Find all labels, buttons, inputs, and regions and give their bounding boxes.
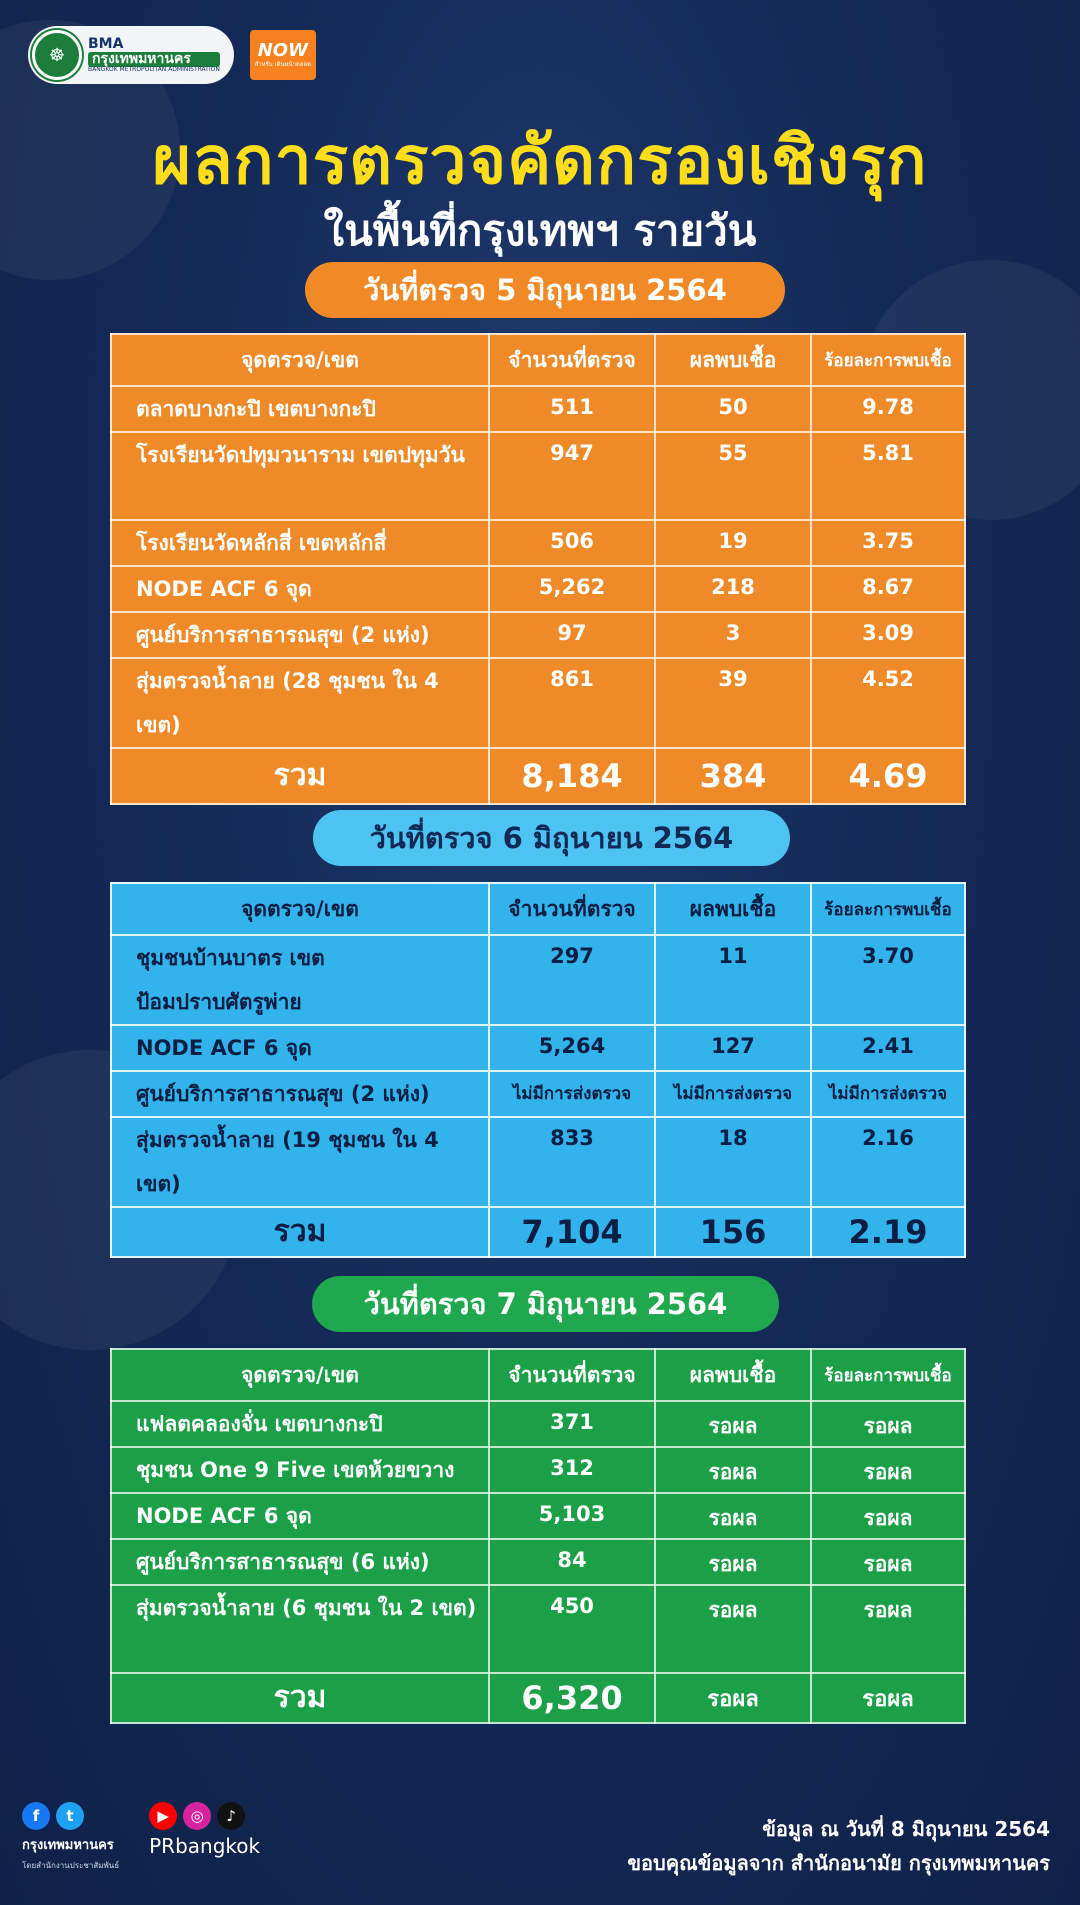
cell-percent: 2.16 bbox=[811, 1117, 965, 1207]
cell-tested: 297 bbox=[489, 935, 655, 1025]
col-header-tested: จำนวนที่ตรวจ bbox=[489, 334, 655, 386]
cell-percent: รอผล bbox=[811, 1401, 965, 1447]
cell-site: ชุมชนบ้านบาตร เขตป้อมปราบศัตรูพ่าย bbox=[111, 935, 489, 1025]
col-header-site: จุดตรวจ/เขต bbox=[111, 1349, 489, 1401]
cell-positive: รอผล bbox=[655, 1401, 811, 1447]
facebook-icon[interactable]: f bbox=[22, 1802, 50, 1830]
cell-site: ชุมชน One 9 Five เขตห้วยขวาง bbox=[111, 1447, 489, 1493]
cell-tested: 833 bbox=[489, 1117, 655, 1207]
cell-site: ศูนย์บริการสาธารณสุข (6 แห่ง) bbox=[111, 1539, 489, 1585]
cell-site: NODE ACF 6 จุด bbox=[111, 1493, 489, 1539]
total-tested: 8,184 bbox=[489, 748, 655, 804]
bma-seal-icon: ☸ bbox=[32, 30, 82, 80]
date-pill-day2: วันที่ตรวจ 6 มิถุนายน 2564 bbox=[313, 810, 790, 866]
table-row bbox=[111, 1025, 965, 1071]
cell-positive: 50 bbox=[655, 386, 811, 432]
cell-percent: 3.09 bbox=[811, 612, 965, 658]
cell-positive: 18 bbox=[655, 1117, 811, 1207]
total-row bbox=[111, 1207, 965, 1257]
total-percent: 4.69 bbox=[811, 748, 965, 804]
total-positive: 384 bbox=[655, 748, 811, 804]
col-header-tested: จำนวนที่ตรวจ bbox=[489, 883, 655, 935]
table-row bbox=[111, 566, 965, 612]
results-table-day3 bbox=[110, 1348, 966, 1724]
col-header-positive: ผลพบเชื้อ bbox=[655, 1349, 811, 1401]
table-row bbox=[111, 386, 965, 432]
cell-tested: 84 bbox=[489, 1539, 655, 1585]
col-header-tested: จำนวนที่ตรวจ bbox=[489, 1349, 655, 1401]
total-label: รวม bbox=[111, 1673, 489, 1723]
table-row bbox=[111, 520, 965, 566]
total-row bbox=[111, 1673, 965, 1723]
total-tested: 6,320 bbox=[489, 1673, 655, 1723]
cell-positive: รอผล bbox=[655, 1447, 811, 1493]
total-percent: รอผล bbox=[811, 1673, 965, 1723]
table-row bbox=[111, 1585, 965, 1673]
total-positive: 156 bbox=[655, 1207, 811, 1257]
instagram-icon[interactable]: ◎ bbox=[183, 1802, 211, 1830]
cell-site: ตลาดบางกะปิ เขตบางกะปิ bbox=[111, 386, 489, 432]
table-header-row bbox=[111, 334, 965, 386]
col-header-percent: ร้อยละการพบเชื้อ bbox=[811, 334, 965, 386]
youtube-icon[interactable]: ▶ bbox=[149, 1802, 177, 1830]
cell-positive: รอผล bbox=[655, 1585, 811, 1673]
cell-percent: รอผล bbox=[811, 1585, 965, 1673]
cell-positive: 3 bbox=[655, 612, 811, 658]
bma-en: BANGKOK METROPOLITAN ADMINISTRATION bbox=[88, 65, 220, 73]
cell-percent: ไม่มีการส่งตรวจ bbox=[811, 1071, 965, 1117]
cell-positive: 218 bbox=[655, 566, 811, 612]
table-row bbox=[111, 1401, 965, 1447]
cell-positive: 39 bbox=[655, 658, 811, 748]
footer-org-name: กรุงเทพมหานคร bbox=[22, 1838, 114, 1853]
cell-tested: ไม่มีการส่งตรวจ bbox=[489, 1071, 655, 1117]
cell-tested: 861 bbox=[489, 658, 655, 748]
page-title: ผลการตรวจคัดกรองเชิงรุก bbox=[152, 122, 928, 199]
table-row bbox=[111, 658, 965, 748]
cell-positive: ไม่มีการส่งตรวจ bbox=[655, 1071, 811, 1117]
col-header-positive: ผลพบเชื้อ bbox=[655, 334, 811, 386]
cell-tested: 5,264 bbox=[489, 1025, 655, 1071]
total-tested: 7,104 bbox=[489, 1207, 655, 1257]
bma-short: BMA bbox=[88, 36, 124, 53]
col-header-site: จุดตรวจ/เขต bbox=[111, 334, 489, 386]
cell-site: สุ่มตรวจน้ำลาย (28 ชุมชน ใน 4 เขต) bbox=[111, 658, 489, 748]
table-row bbox=[111, 1493, 965, 1539]
cell-tested: 947 bbox=[489, 432, 655, 520]
cell-site: NODE ACF 6 จุด bbox=[111, 1025, 489, 1071]
table-row bbox=[111, 612, 965, 658]
cell-tested: 97 bbox=[489, 612, 655, 658]
cell-tested: 450 bbox=[489, 1585, 655, 1673]
cell-tested: 371 bbox=[489, 1401, 655, 1447]
now-logo-text: NOW bbox=[257, 40, 308, 61]
date-pill-day3: วันที่ตรวจ 7 มิถุนายน 2564 bbox=[312, 1276, 779, 1332]
cell-tested: 5,262 bbox=[489, 566, 655, 612]
cell-percent: รอผล bbox=[811, 1447, 965, 1493]
bma-logo bbox=[28, 26, 234, 84]
date-pill-day1: วันที่ตรวจ 5 มิถุนายน 2564 bbox=[305, 262, 785, 318]
table-row bbox=[111, 1447, 965, 1493]
total-positive: รอผล bbox=[655, 1673, 811, 1723]
cell-site: สุ่มตรวจน้ำลาย (19 ชุมชน ใน 4 เขต) bbox=[111, 1117, 489, 1207]
col-header-percent: ร้อยละการพบเชื้อ bbox=[811, 883, 965, 935]
cell-percent: 8.67 bbox=[811, 566, 965, 612]
social-handle: PRbangkok bbox=[149, 1834, 261, 1858]
cell-site: แฟลตคลองจั่น เขตบางกะปิ bbox=[111, 1401, 489, 1447]
table-row bbox=[111, 1117, 965, 1207]
total-row bbox=[111, 748, 965, 804]
cell-percent: 3.70 bbox=[811, 935, 965, 1025]
results-table-day2 bbox=[110, 882, 966, 1258]
cell-positive: 55 bbox=[655, 432, 811, 520]
cell-percent: 9.78 bbox=[811, 386, 965, 432]
cell-percent: 4.52 bbox=[811, 658, 965, 748]
cell-positive: 19 bbox=[655, 520, 811, 566]
cell-site: โรงเรียนวัดหลักสี่ เขตหลักสี่ bbox=[111, 520, 489, 566]
cell-site: โรงเรียนวัดปทุมวนาราม เขตปทุมวัน bbox=[111, 432, 489, 520]
cell-percent: 3.75 bbox=[811, 520, 965, 566]
now-tagline: สำหรับ เดินหน้าตลอด bbox=[254, 61, 312, 68]
total-label: รวม bbox=[111, 748, 489, 804]
table-row bbox=[111, 1071, 965, 1117]
table-header-row bbox=[111, 883, 965, 935]
table-row bbox=[111, 1539, 965, 1585]
cell-positive: รอผล bbox=[655, 1539, 811, 1585]
header-logos bbox=[28, 28, 316, 82]
cell-percent: 2.41 bbox=[811, 1025, 965, 1071]
cell-site: NODE ACF 6 จุด bbox=[111, 566, 489, 612]
cell-tested: 506 bbox=[489, 520, 655, 566]
footer-social bbox=[22, 1802, 260, 1872]
twitter-icon[interactable]: t bbox=[56, 1802, 84, 1830]
table-row bbox=[111, 935, 965, 1025]
col-header-site: จุดตรวจ/เขต bbox=[111, 883, 489, 935]
cell-positive: รอผล bbox=[655, 1493, 811, 1539]
cell-site: สุ่มตรวจน้ำลาย (6 ชุมชน ใน 2 เขต) bbox=[111, 1585, 489, 1673]
bma-name: กรุงเทพมหานคร bbox=[88, 52, 220, 67]
data-credit: ขอบคุณข้อมูลจาก สำนักอนามัย กรุงเทพมหานคร bbox=[627, 1851, 1050, 1875]
tiktok-icon[interactable]: ♪ bbox=[217, 1802, 245, 1830]
cell-positive: 127 bbox=[655, 1025, 811, 1071]
footer-org-sub: โดยสำนักงานประชาสัมพันธ์ bbox=[22, 1861, 120, 1870]
total-label: รวม bbox=[111, 1207, 489, 1257]
cell-tested: 511 bbox=[489, 386, 655, 432]
cell-site: ศูนย์บริการสาธารณสุข (2 แห่ง) bbox=[111, 1071, 489, 1117]
page-subtitle: ในพื้นที่กรุงเทพฯ รายวัน bbox=[323, 206, 757, 255]
now-logo bbox=[250, 30, 316, 80]
cell-percent: รอผล bbox=[811, 1493, 965, 1539]
total-percent: 2.19 bbox=[811, 1207, 965, 1257]
cell-tested: 5,103 bbox=[489, 1493, 655, 1539]
cell-percent: รอผล bbox=[811, 1539, 965, 1585]
cell-positive: 11 bbox=[655, 935, 811, 1025]
table-row bbox=[111, 432, 965, 520]
cell-tested: 312 bbox=[489, 1447, 655, 1493]
footer-info bbox=[627, 1812, 1050, 1880]
col-header-percent: ร้อยละการพบเชื้อ bbox=[811, 1349, 965, 1401]
col-header-positive: ผลพบเชื้อ bbox=[655, 883, 811, 935]
results-table-day1 bbox=[110, 333, 966, 805]
data-date: ข้อมูล ณ วันที่ 8 มิถุนายน 2564 bbox=[762, 1817, 1050, 1841]
cell-site: ศูนย์บริการสาธารณสุข (2 แห่ง) bbox=[111, 612, 489, 658]
table-header-row bbox=[111, 1349, 965, 1401]
cell-percent: 5.81 bbox=[811, 432, 965, 520]
